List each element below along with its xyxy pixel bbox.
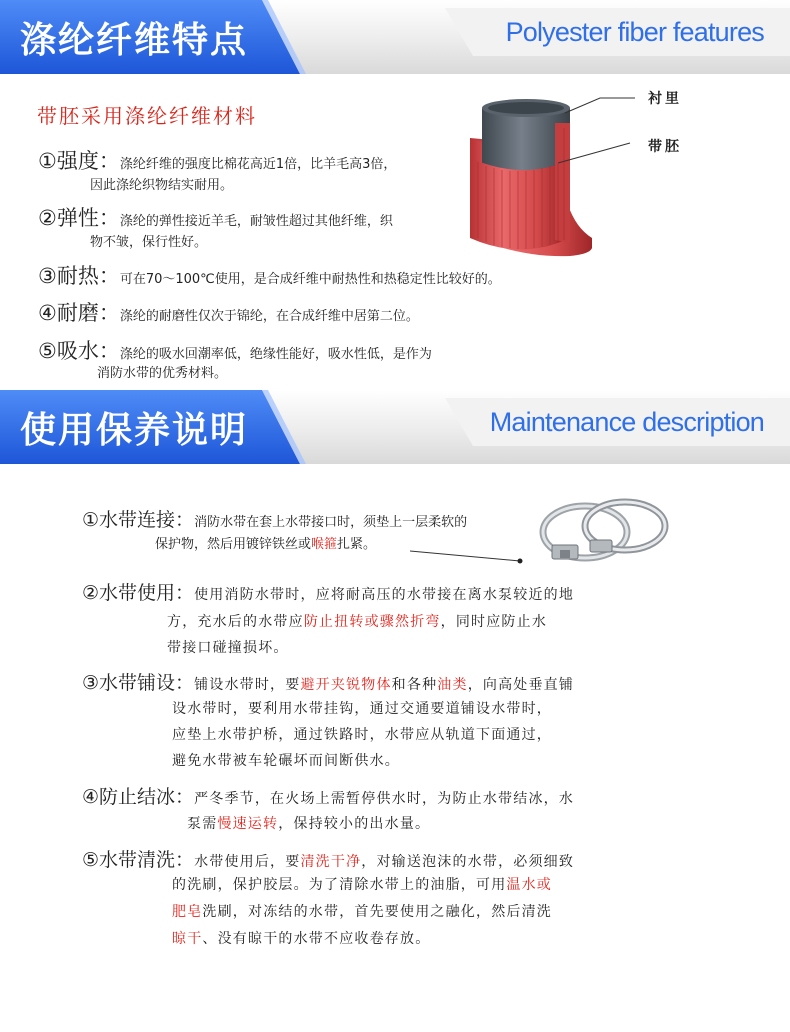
maint-item-cleaning-line2: 的洗刷，保护胶层。为了清除水带上的油脂，可用温水或 bbox=[172, 877, 553, 893]
section1-banner bbox=[0, 0, 790, 74]
section2-title: 使用保养说明 bbox=[20, 410, 249, 451]
maint-item-cleaning-line3: 肥皂洗刷，对冻结的水带，首先要使用之融化，然后清洗 bbox=[172, 904, 553, 920]
maint-item-laying-line2: 设水带时，要利用水带挂钩，通过交通要道铺设水带时， bbox=[172, 701, 552, 717]
maint-item-laying-line4: 避免水带被车轮碾坏而间断供水。 bbox=[172, 753, 400, 769]
maint-item-laying-line3: 应垫上水带护桥，通过铁路时，水带应从轨道下面通过， bbox=[172, 727, 552, 743]
maint-item-connect: ①水带连接：消防水带在套上水带接口时，须垫上一层柔软的 bbox=[82, 509, 468, 531]
feature-absorption-cont: 消防水带的优秀材料。 bbox=[97, 366, 228, 381]
maint-item-usage: ②水带使用：使用消防水带时，应将耐高压的水带接在离水泵较近的地 bbox=[82, 582, 575, 604]
section1-title-en: Polyester fiber features bbox=[505, 17, 764, 47]
maint-item-cleaning: ⑤水带清洗：水带使用后，要清洗干净，对输送泡沫的水带，必须细致 bbox=[82, 849, 575, 871]
section2-title-en: Maintenance description bbox=[489, 407, 764, 437]
feature-heat: ③耐热：可在70～100℃使用，是合成纤维中耐热性和热稳定性比较好的。 bbox=[38, 264, 501, 288]
feature-absorption: ⑤吸水：涤纶的吸水回潮率低，绝缘性能好，吸水性低，是作为 bbox=[38, 339, 432, 363]
maint-item-connect-line2: 保护物，然后用镀锌铁丝或喉箍扎紧。 bbox=[155, 537, 377, 552]
hose-structure-diagram bbox=[460, 88, 790, 263]
label-jacket: 带胚 bbox=[648, 139, 682, 155]
section1-title: 涤纶纤维特点 bbox=[20, 20, 249, 61]
section1-subtitle: 带胚采用涤纶纤维材料 bbox=[37, 104, 257, 128]
label-lining: 衬里 bbox=[648, 91, 682, 107]
hose-clamp-image bbox=[530, 490, 680, 570]
feature-strength: ①强度：涤纶纤维的强度比棉花高近1倍，比羊毛高3倍， bbox=[38, 149, 397, 173]
feature-strength-cont: 因此涤纶织物结实耐用。 bbox=[90, 178, 234, 193]
maint-item-usage-line2: 方，充水后的水带应防止扭转或骤然折弯，同时应防止水 bbox=[167, 614, 548, 630]
clamp-pointer-line bbox=[410, 547, 525, 567]
maint-item-antifreeze-line2: 泵需慢速运转，保持较小的出水量。 bbox=[187, 816, 431, 832]
feature-abrasion: ④耐磨：涤纶的耐磨性仅次于锦纶，在合成纤维中居第二位。 bbox=[38, 301, 419, 325]
feature-elasticity-cont: 物不皱，保行性好。 bbox=[90, 235, 208, 250]
maint-item-cleaning-line4: 晾干、没有晾干的水带不应收卷存放。 bbox=[172, 931, 431, 947]
maint-item-laying: ③水带铺设：铺设水带时，要避开夹锐物体和各种油类，向高处垂直铺 bbox=[82, 672, 575, 694]
maint-item-usage-line3: 带接口碰撞损坏。 bbox=[167, 640, 289, 656]
maint-item-antifreeze: ④防止结冰：严冬季节，在火场上需暂停供水时，为防止水带结冰，水 bbox=[82, 786, 575, 808]
lining-leader-line bbox=[565, 98, 635, 113]
section2-banner bbox=[0, 390, 790, 464]
feature-elasticity: ②弹性：涤纶的弹性接近羊毛，耐皱性超过其他纤维，织 bbox=[38, 206, 393, 230]
